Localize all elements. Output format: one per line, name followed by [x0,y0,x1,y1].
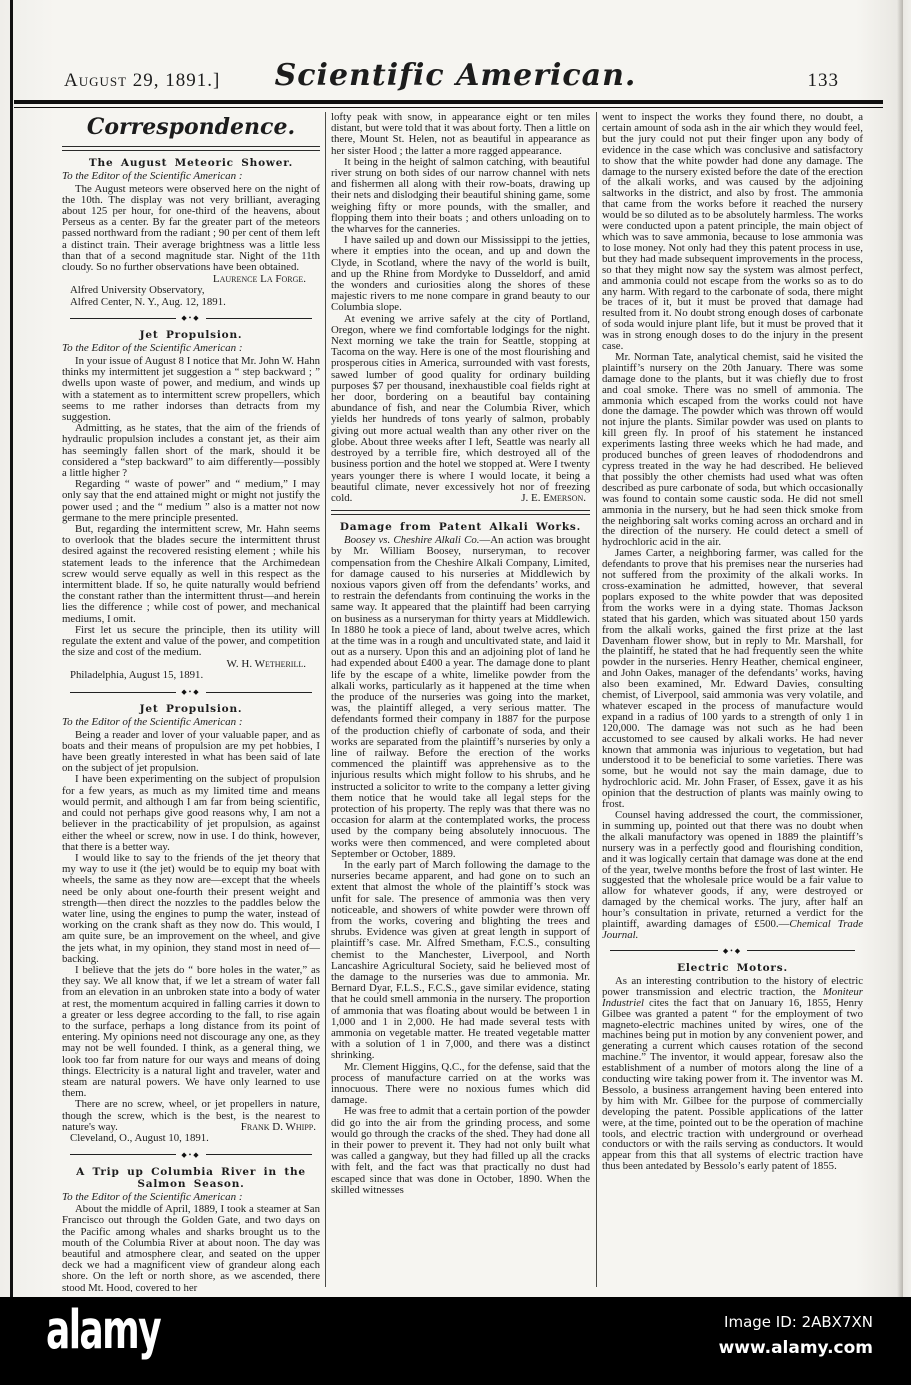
article-paragraph: Mr. Clement Higgins, Q.C., for the defense, said that the process of manufacture carried on at the works was innocuous. There were no noxious fumes which did damage. [331,1060,590,1107]
article-paragraph: Admitting, as he states, that the aim of the friends of hydraulic propulsion includes a constant jet, as their aim has seemingly fallen short of the mark, should it be considered a “step backward” to aim differently—possibly a little higher ? [62,422,320,480]
article-signature: Frank D. Whipp. [240,1120,316,1133]
journal-name-italic: Moniteur Industriel [602,985,863,1009]
section-title-correspondence: Correspondence. [86,114,296,140]
paragraph-text: —An action was brought by Mr. William Boosey, nurseryman, to recover compensation from the Cheshire Alkali Company, Limited, for damage caused to his nurseries at Middlewich by noxious vapors given off from the defendants’ works, and to restrain the defendants from continuing the works in the same way. It appeared that the plaintiff had been carrying on business as a nurseryman for thirty years at Middlewich. In 1880 he took a piece of land, about twelve acres, which at the time was in a rough and uncultivated state, and laid it out as a nursery. Upon this and an adjoining plot of land he had expended about £400 a year. The damage done to plant life by the escape of a white, limelike powder from the alkali works, particularly as it happened at the time when the produce of the nurseries was going into the market, was, the plaintiff alleged, a very serious matter. The defendants formed their company in 1887 for the purpose of the production chiefly of carbonate of soda, and their works are separated from the plaintiff’s nurseries by only a line of railway. Before the erection of the works commenced the plaintiff was apprehensive as to the injurious results which might follow to his shrubs, and he instructed a solicitor to write to the company a letter giving them notice that he would take all legal steps for the protection of his property. The reply was that there was no occasion for alarm at the contemplated works, the process used by the company being absolutely innocuous. The works were then commenced, and were completed about September or October, 1889. [331,534,590,860]
article-paragraph: In the early part of March following the damage to the nurseries became apparent, and had gone on to such an extent that almost the whole of the plaintiff’s stock was unfit for sale. The presence of ammonia was then very noticeable, and showers of white powder were thrown off from the works, covering and blighting the trees and shrubs. Evidence was given at great length in support of plaintiff’s case. Mr. Alfred Smetham, F.C.S., consulting chemist to the Manchester, Liverpool, and North Lancashire Agricultural Society, said he believed most of the damage to the nurseries was due to ammonia. Mr. Bernard Dyar, F.L.S., F.C.S., gave similar evidence, stating that he could smell ammonia in the nursery. The proportion of ammonia that was floating about would be between 1 in 1,000 and 1 in 2,000. He had made several tests with ammonia on vegetable matter. He treated vegetable matter with a solution of 1 in 7,000, and there was a distinct shrinking. [331,859,590,1062]
issue-date: August 29, 1891.] [64,70,221,91]
column-middle [331,112,590,1292]
paragraph-text: cites the fact that on January 16, 1855, Henry Gilbee was granted a patent “ for the employment of two magneto-electric machines united by wires, one of the machines being put in motion by any convenient power, and generating a current which causes rotation of the second machine.” The inventor, it would appear, foresaw also the establishment of a number of motors along the line of a conducting wire taking power from it. The inventor was M. Bessolo, a business arrangement having been entered into by him with Mr. Gilbee for the purpose of commercially developing the patent. Possible applications of the latter were, at the time, pointed out to be the operation of machine tools, and electric traction with underground or overhead conductors or with the rails serving as conductors. It would appear from this that all systems of electric traction have thus been antedated by Bessolo’s early patent of 1855. [602,996,863,1173]
article-title: Jet Propulsion. [139,703,243,716]
article-paragraph: First let us secure the principle, then its utility will regulate the extent and value of the power, and competition the size and cost of the medium. [62,623,320,659]
article-paragraph: Mr. Norman Tate, analytical chemist, said he visited the plaintiff’s nursery on the 20th January. There was some damage done to the plants, but it was chiefly due to frost and coal smoke. There was no smell of ammonia. The ammonia which escaped from the works could not have done the damage. The powder which was thrown off would not injure the plants. Similar powder was used on plants to kill green fly. In proof of his statement he instanced experiments lasting three weeks which he had made, and produced bunches of green leaves of rhododendrons and cypress treated in the way he had described. He believed that possibly the other chemists had used what was often described as pure carbonate of soda, but which occasionally was found to contain some caustic soda. He did not smell ammonia in the nursery, but he had seen thick smoke from the neighboring salt works coming across an orchard and in the direction of the nursery. He could detect a smell of hydrochloric acid in the air. [602,350,863,549]
article-paragraph [62,1099,320,1133]
alamy-logo: alamy [46,1299,160,1362]
alamy-url: www.alamy.com [718,1338,873,1358]
article-paragraph: I have sailed up and down our Mississippi to the jetties, where it empties into the ocean, and up and down the Clyde, in Scotland, where the navy of the world is built, and up the Rhine from Mordyke to Dusseldorf, and amid the wonders and curiosities along the shores of these majestic rivers to me none compare in grand beauty to our Columbia slope. [331,234,590,314]
scan-edge-shadow [897,0,903,1297]
separator-ornament-icon: ◆•◆ [181,1150,201,1159]
page-number: 133 [807,70,839,91]
scan-edge-line [10,0,13,1297]
article-paragraph: About the middle of April, 1889, I took a steamer at San Francisco out through the Golden Gate, and two days on the Pacific among whales and sharks brought us to the mouth of the Columbia River at about noon. The day was beautiful and atmosphere clear, and seated on the upper deck we had a magnificent view of grandeur along each shore. On the left or north shore, as we ascended, there stood Mt. Hood, covered to her [62,1203,320,1292]
article-title: Electric Motors. [677,961,788,974]
article-paragraph-continuation: lofty peak with snow, in appearance eight or ten miles distant, but were told that it was about forty. Then a little on there, Mount St. Helen, not as beautiful in appearance as her sister Hood ; the latter a more ragged appearance. [331,112,590,157]
article-paragraph [331,314,590,504]
article-paragraph: Being a reader and lover of your valuable paper, and as boats and their means of propulsion are my pet hobbies, I have been greatly interested in what has been said of late on the subject of jet propulsion. [62,728,320,775]
article-salutation: To the Editor of the Scientific American : [62,342,243,355]
paragraph-text: Counsel having addressed the court, the commissioner, in summing up, pointed out that there was no doubt when the alkali manufactory was opened in 1889 the plaintiff’s nursery was in a perfectly good and flourishing condition, and it was logically certain that damage was done at the end of the year, twelve months before the frost of last winter. He suggested that the wholesale price would be a fair value to allow for whatever goods, if any, were destroyed or damaged by the chemical works. The jury, after half an hour’s consultation in private, returned a verdict for the plaintiff, awarding damages of £500.— [602,809,863,931]
article-paragraph: I believe that the jets do “ bore holes in the water,” as they say. We all know that, if we let a stream of water fall from an elevation in an unbroken state into a body of water at rest, the momentum acquired in falling carries it down to a greater or less degree according to the fall, to rise again to the surface, perhaps a long distance from its point of entering. My opinions need not discourage any one, as they may not be well founded. I think, as a general thing, we look too far from nature for our ways and means of doing things. Electricity is a natural light and traveler, water and steam are natural powers. We have only learned to use them. [62,963,320,1100]
article-paragraph: The August meteors were observed here on the night of the 10th. The display was not very brilliant, averaging about 125 per hour, for one-third of the heavens, about Perseus as a center. By far the greater part of the meteors passed northward from the radiant ; 90 per cent of them left a distinct train. Their average brightness was a little less than that of a second magnitude star. Night of the 11th cloudy. So no further observations have been obtained. [62,182,320,274]
article-separator [70,687,312,697]
article-paragraph: In your issue of August 8 I notice that Mr. John W. Hahn thinks my intermittent jet suggestion a “ step backward ; ” dwells upon waste of power, and medium, and winds up with a statement as to intermittent screw propellers, which seems to me rather indorses than detracts from my suggestion. [62,355,320,424]
separator-ornament-icon: ◆•◆ [181,688,201,697]
article-salutation: To the Editor of the Scientific American : [62,170,243,182]
paragraph-text: At evening we arrive safely at the city of Portland, Oregon, where we find comfortable lodgings for the night. Next morning we take the train for Seattle, stopping at Tacoma on the way. Here is one of the most flourishing and prosperous cities in America, surrounded with vast forests, sawed lumber of good quality for ordinary building purposes $7 per thousand, inexhaustible coal fields right at her door, bordering on a beautiful bay containing abundance of fish, and near the Columbia River, which yields her hundreds of tons yearly of salmon, probably giving out more actual wealth than any other river on the globe. About three weeks after I left, Seattle was nearly all destroyed by a terrible fire, which destroyed all of the business portion and the hotel we stopped at. Were I twenty years younger there is where I would locate, it being a beautiful climate, never excessively hot nor of freezing cold. [331,312,590,504]
article-separator [70,1150,312,1160]
alamy-watermark-bar [0,1297,911,1385]
article-separator [610,946,855,956]
article-signature: J. E. Emerson. [521,491,586,504]
page-header [14,58,897,100]
column-left [62,112,320,1292]
paragraph-text: There are no screw, wheel, or jet propellers in nature, though the screw, which is the best, is the nearest to nature's way. [62,1098,320,1133]
article-separator-rule [331,510,590,515]
column-divider [596,112,597,1287]
article-paragraph [331,535,590,860]
separator-ornament-icon: ◆•◆ [181,314,201,323]
article-paragraph: It being in the height of salmon catching, with beautiful river strung on both sides of our narrow channel with nets and fishermen all along with their row-boats, drawing up their nets and dislodging their beautiful shining game, some weighing fifty or more pounds, with the smaller, and flopping them into their boats ; and others unloading on to the wharves for the canneries. [331,155,590,236]
article-paragraph: I would like to say to the friends of the jet theory that my way to use it (the jet) would be to equip my boat with wheels, the same as they now are—except that the wheels need be only about one-fourth their present weight and strength—then direct the nozzles to the paddles below the water line, using the engines to pump the water, instead of working on the crank shaft as they now do. This would, I am quite sure, be an improvement on the wheel, and give the jets what, in my opinion, they stand most in need of—backing. [62,851,320,965]
article-title: A Trip up Columbia River in the Salmon Season. [76,1165,306,1190]
article-paragraph: James Carter, a neighboring farmer, was called for the defendants to prove that his premises near the nurseries had not suffered from the proximity of the alkali works. In cross-examination he admitted, however, that several poplars exposed to the white powder that was deposited from the works were in a dying state. Thomas Jackson stated that his garden, which was situated about 150 yards from the alkali works, gained the first prize at the last Davenham flower show, but in reply to Mr. Marshall, for the plaintiff, he stated that he had frequently seen the white powder in the nurseries. Henry Heather, chemical engineer, and John Oakes, manager of the defendants’ works, having also been examined, Mr. Edward Davies, consulting chemist, of Liverpool, said ammonia was very volatile, and whatever escaped in the process of manufacture would expand in a radius of 100 yards to a strength of only 1 in 120,000. The damage was not such as he had been accustomed to see caused by alkali works. He had never known that ammonia was injurious to vegetation, but had understood it to be beneficial to some varieties. There was some, but he would not say the main damage, due to hydrochloric acid. Mr. John Fraser, of Essex, gave it as his opinion that the destruction of plants was mainly owing to frost. [602,547,863,811]
article-signature: Laurence La Forge. [212,273,306,286]
column-divider [325,112,326,1287]
signature-address: Philadelphia, August 15, 1891. [70,669,204,682]
article-signature: W. H. Wetherill. [226,658,306,671]
article-paragraph [602,810,863,941]
article-title: Damage from Patent Alkali Works. [339,521,582,534]
signature-address: Alfred Center, N. Y., Aug. 12, 1891. [70,295,226,308]
article-salutation: To the Editor of the Scientific American : [62,716,243,729]
journal-name-italic: Chemical Trade Journal. [602,918,863,941]
article-title: Jet Propulsion. [139,329,243,342]
signature-address: Cleveland, O., August 10, 1891. [70,1131,209,1144]
article-paragraph [602,976,863,1172]
article-title: The August Meteoric Shower. [88,157,294,169]
header-rule [14,100,883,108]
article-paragraph: I have been experimenting on the subject of propulsion for a few years, as much as my limited time and means would permit, and although I am far from being scientific, and could not perhaps give good reasons why, I am not a believer in the practicability of jet propulsion, as against either the wheel or screw, now in use. I do think, however, that there is a better way. [62,773,320,853]
masthead-title: Scientific American. [274,58,637,93]
column-right [602,112,863,1292]
article-paragraph-continuation: went to inspect the works they found there, no doubt, a certain amount of soda ash in the air which they would feel, but the jury could not put their finger upon any body of evidence in the case which was conclusive and satisfactory to show that the white powder had done any damage. The damage to the nursery existed before the date of the erection of the alkali works, and was caused by the adjoining saltworks in the district, and also by frost. The ammonia that came from the works before it reached the nursery would be so diluted as to be absolutely harmless. The works were conducted upon a patent principle, the main object of which was to save ammonia, because to lose ammonia was to lose money. Not only had they this patent process in use, but they had made subsequent improvements in the process, so that they might now say the system was almost perfect, and ammonia could not escape from the works so as to do any harm. With regard to the carbonate of soda, there might be traces of it, but it must be proved that damage had resulted from it. No doubt strong enough doses of carbonate of soda would injure plant life, but it must be proved that it was in strong enough doses to do the injury in the present case. [602,112,863,353]
article-salutation: To the Editor of the Scientific American : [62,1190,243,1203]
article-paragraph: Regarding “ waste of power” and “ medium,” I may only say that the end attained might or might not justify the power used ; and the “ medium ” also is a matter not now germane to the mere principle presented. [62,478,320,524]
alamy-info [719,1313,873,1358]
case-name-italic: Boosey vs. Cheshire Alkali Co. [344,534,480,547]
article-paragraph: He was free to admit that a certain portion of the powder did go into the air from the grinding process, and some would go through the cracks of the shed. They had done all in their power to prevent it. They had not only built what was called a gangway, but they had filled up all the cracks with felt, and the fact was that practically no dust had escaped since that was done in October, 1890. When the skilled witnesses [331,1105,590,1196]
section-rule [62,146,320,151]
separator-ornament-icon: ◆•◆ [722,946,743,955]
article-separator [70,313,312,323]
article-paragraph: But, regarding the intermittent screw, Mr. Hahn seems to overlook that the blades secure the intermittent thrust desired against the recovered resisting element ; while his statement leads to the inference that the Archimedean screw would serve equally as well in this respect as the intermittent blade. If so, he quite naturally would befriend the constant rather than the intermittent thrust—and herein lies the difference ; while cost of power, and mechanical mediums, I omit. [62,523,320,625]
paragraph-text: As an interesting contribution to the history of electric power transmission and electric traction, the [602,974,863,998]
image-id-label: Image ID: 2ABX7XN [724,1313,873,1331]
signature-address: Alfred University Observatory, [70,284,205,297]
